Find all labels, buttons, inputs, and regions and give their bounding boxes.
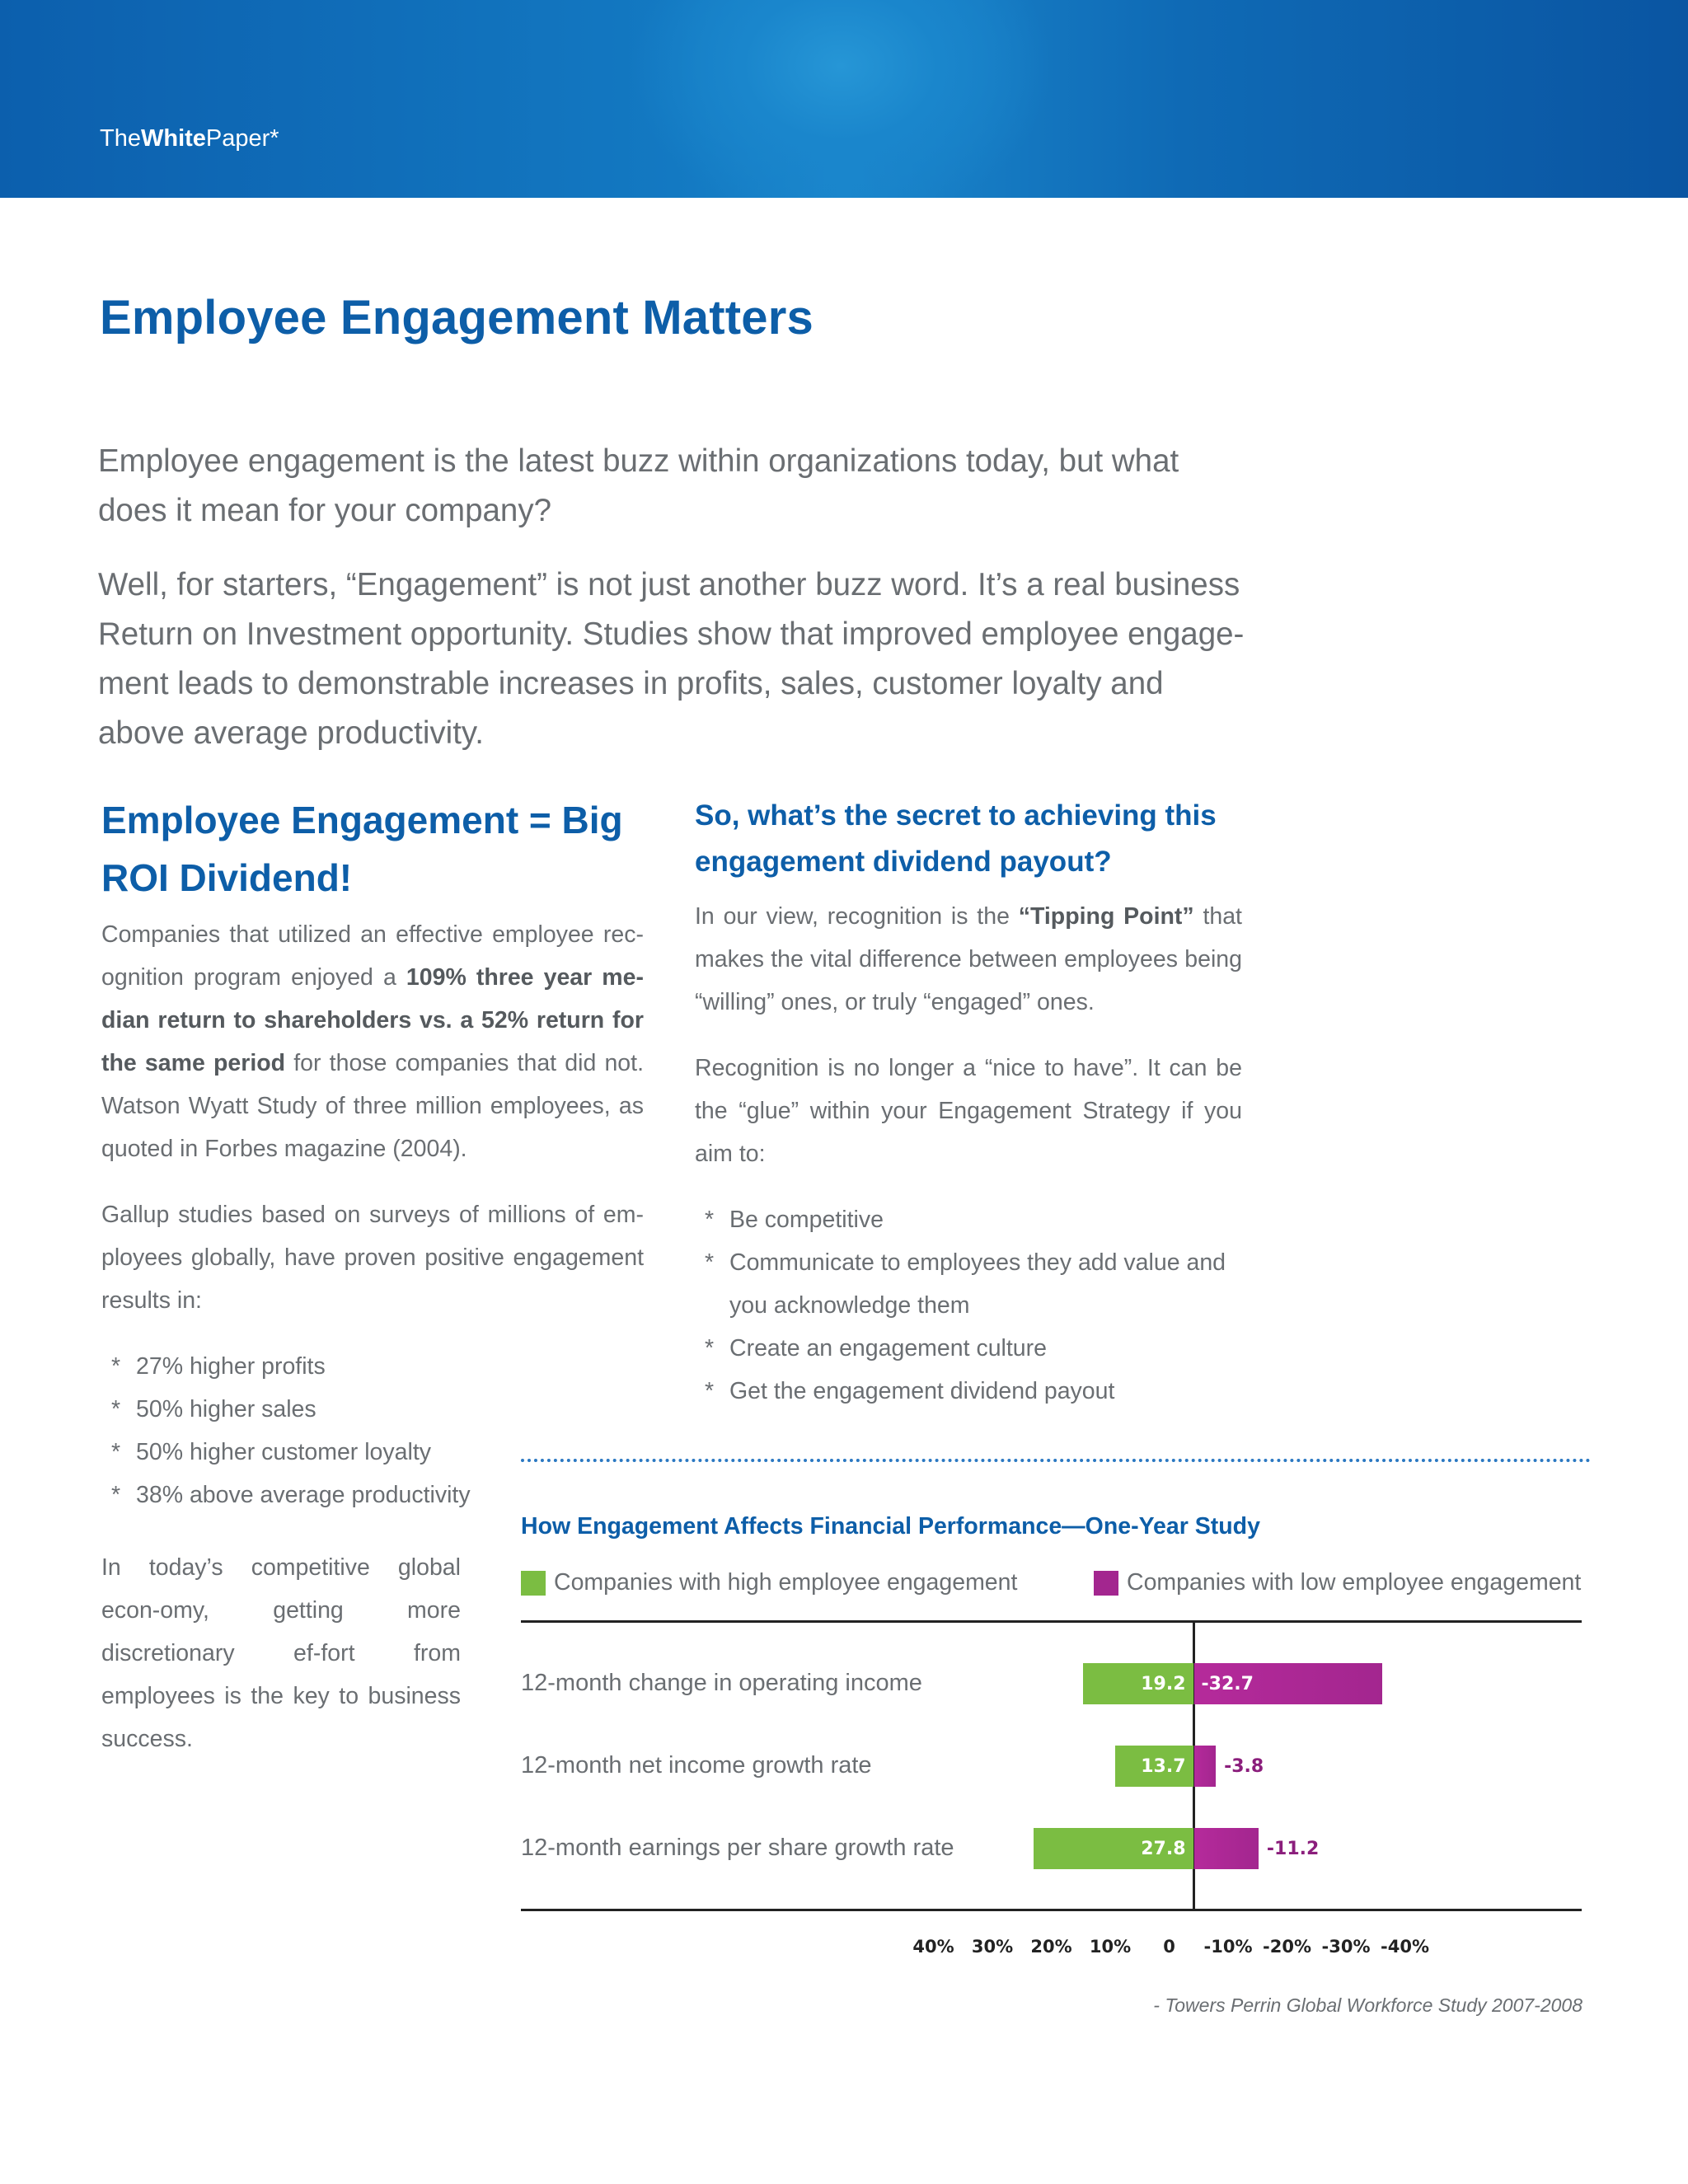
row-label: 12-month net income growth rate [521,1752,872,1779]
legend-low [1094,1569,1581,1596]
row-label: 12-month change in operating income [521,1670,922,1696]
results-list [101,1345,644,1516]
right-heading: So, what’s the secret to achieving this engagement dividend payout? [695,799,1217,878]
list-item: * Communicate to employees they add value and you acknowledge them [705,1249,1226,1319]
x-tick-label: 30% [971,1937,1014,1957]
list-item: * Create an engagement culture [705,1335,1048,1361]
x-tick-label: 0 [1163,1937,1175,1957]
x-tick-label: -10% [1203,1937,1253,1957]
chart-bottom-rule [521,1909,1582,1911]
list-item: * 50% higher sales [111,1396,316,1422]
data-label-high: 19.2 [1141,1674,1186,1694]
legend-swatch-low [1094,1571,1118,1596]
x-tick-label: 40% [912,1937,954,1957]
left-heading: Employee Engagement = Big ROI Dividend! [101,799,623,899]
bar-low-engagement [1194,1828,1259,1869]
list-item: * 27% higher profits [111,1353,326,1380]
chart-top-rule [521,1620,1582,1623]
aims-list [695,1198,1242,1413]
bar-low-engagement [1194,1746,1217,1787]
legend-high [521,1569,1017,1596]
brand-logo: TheWhitePaper* [100,125,279,152]
section-divider [521,1459,1591,1462]
legend-swatch-high [521,1571,546,1596]
right-paragraph-2: Recognition is no longer a “nice to have”. It can be the “glue” within your Engagement Strategy if you aim to: [695,1055,1242,1167]
legend-label-low: Companies with low employee engagement [1127,1569,1582,1596]
left-paragraph-3: In today’s competitive global econ-omy, getting more discretionary ef-fort from employees is the key to business success. [101,1554,461,1752]
left-paragraph-2: Gallup studies based on surveys of millions of em-ployees globally, have proven positive engagement results in: [101,1202,644,1314]
chart-title: How Engagement Affects Financial Performance—One-Year Study [521,1513,1260,1540]
x-tick-label: -40% [1381,1937,1429,1957]
left-column [101,791,644,1516]
list-item: * 38% above average productivity [111,1482,471,1508]
legend-label-high: Companies with high employee engagement [554,1569,1018,1596]
data-label-low: -32.7 [1201,1674,1254,1694]
data-label-low: -3.8 [1224,1756,1264,1777]
list-item: * 50% higher customer loyalty [111,1439,432,1465]
intro-paragraph-2: Well, for starters, “Engagement” is not just another buzz word. It’s a real business Return on Investment opportunity. Studies show that improved employee engage-ment leads to demonstrable increases in profits, sales, customer loyalty and above average productivity. [98,567,1245,751]
data-label-high: 27.8 [1141,1839,1186,1859]
data-label-high: 13.7 [1141,1756,1186,1777]
source-citation: - Towers Perrin Global Workforce Study 2007-2008 [1153,1994,1582,2016]
x-tick-label: -20% [1263,1937,1311,1957]
page-title: Employee Engagement Matters [100,291,814,344]
left-paragraph-1: Companies that utilized an effective employee rec-ognition program enjoyed a 109% three year me-dian return to shareholders vs. a 52% return for the same period for those companies that did not. Watson Wyatt Study of three million employees, as quoted in Forbes magazine (2004). [101,921,644,1162]
intro-paragraph-1: Employee engagement is the latest buzz within organizations today, but what does it mean for your company? [98,443,1179,528]
right-paragraph-1: In our view, recognition is the “Tipping Point” that makes the vital difference between employees being “willing” ones, or truly “engaged” ones. [695,903,1242,1015]
list-item: * Get the engagement dividend payout [705,1378,1115,1404]
right-column [695,793,1242,1413]
list-item: * Be competitive [705,1207,884,1233]
row-label: 12-month earnings per share growth rate [521,1835,954,1861]
header-band [0,0,1688,198]
data-label-low: -11.2 [1266,1839,1320,1859]
x-tick-label: 10% [1089,1937,1132,1957]
x-tick-label: 20% [1030,1937,1072,1957]
x-tick-label: -30% [1321,1937,1371,1957]
